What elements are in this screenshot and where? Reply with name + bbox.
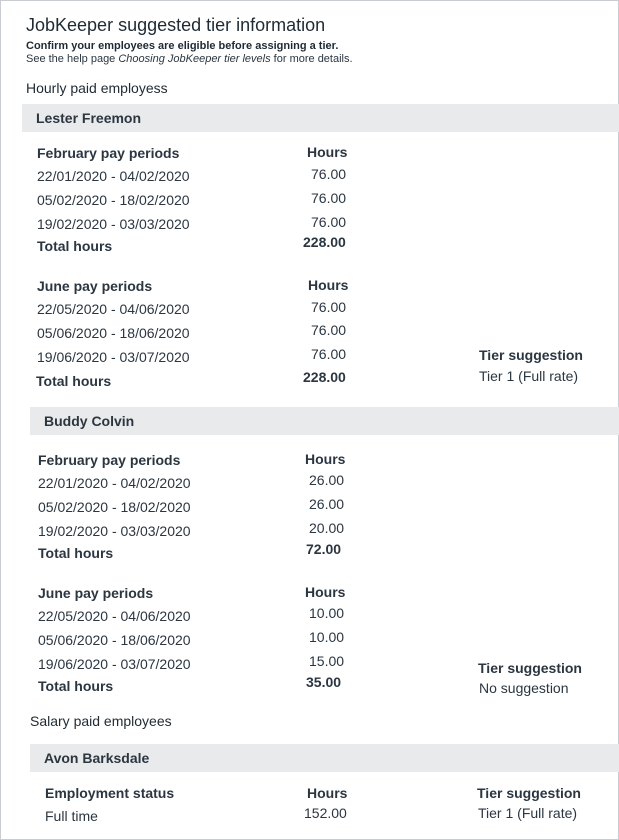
- employee-header-buddy: [30, 407, 619, 435]
- employee-name: Buddy Colvin: [44, 413, 135, 429]
- feb-hours-label: Hours: [307, 144, 348, 160]
- total-hours-label: Total hours: [37, 238, 113, 254]
- salary-section-title: Salary paid employees: [30, 713, 172, 729]
- period-hours: 26.00: [309, 472, 345, 488]
- period-hours: 76.00: [311, 214, 347, 230]
- pay-period: 19/02/2020 - 03/03/2020: [38, 523, 191, 539]
- period-hours: 26.00: [309, 496, 345, 512]
- tier-suggestion-label: Tier suggestion: [478, 660, 582, 676]
- jun-hours-label: Hours: [305, 584, 346, 600]
- employee-header-lester: [22, 104, 619, 132]
- total-hours-label: Total hours: [38, 545, 114, 561]
- tier-suggestion-label: Tier suggestion: [477, 785, 581, 801]
- total-hours-value: 228.00: [303, 369, 346, 385]
- total-hours-label: Total hours: [38, 678, 114, 694]
- pay-period: 19/02/2020 - 03/03/2020: [37, 216, 190, 232]
- period-hours: 76.00: [311, 346, 347, 362]
- employment-status-value: Full time: [45, 808, 98, 824]
- pay-period: 22/01/2020 - 04/02/2020: [37, 168, 190, 184]
- tier-suggestion-label: Tier suggestion: [479, 347, 583, 363]
- jun-hours-label: Hours: [308, 277, 349, 293]
- period-hours: 76.00: [311, 190, 347, 206]
- jun-periods-label: June pay periods: [37, 278, 153, 294]
- employment-status-label: Employment status: [45, 785, 175, 801]
- period-hours: 10.00: [309, 605, 345, 621]
- confirm-note: Confirm your employees are eligible before assigning a tier.: [26, 40, 339, 52]
- total-hours-value: 35.00: [306, 674, 342, 690]
- pay-period: 05/02/2020 - 18/02/2020: [37, 192, 190, 208]
- pay-period: 22/01/2020 - 04/02/2020: [38, 475, 191, 491]
- pay-period: 05/02/2020 - 18/02/2020: [38, 499, 191, 515]
- pay-period: 19/06/2020 - 03/07/2020: [38, 656, 191, 672]
- period-hours: 76.00: [311, 166, 347, 182]
- employee-name: Lester Freemon: [36, 110, 142, 126]
- pay-period: 22/05/2020 - 04/06/2020: [38, 608, 191, 624]
- total-hours-value: 72.00: [306, 541, 342, 557]
- feb-hours-label: Hours: [305, 451, 346, 467]
- salary-hours-value: 152.00: [304, 805, 347, 821]
- tier-suggestion-value: Tier 1 (Full rate): [478, 805, 578, 821]
- help-page-link[interactable]: Choosing JobKeeper tier levels: [118, 53, 271, 65]
- period-hours: 76.00: [311, 299, 347, 315]
- jun-periods-label: June pay periods: [38, 585, 154, 601]
- help-note: [26, 53, 353, 65]
- period-hours: 76.00: [311, 322, 347, 338]
- period-hours: 15.00: [309, 653, 345, 669]
- tier-suggestion-value: No suggestion: [479, 680, 569, 696]
- period-hours: 20.00: [309, 520, 345, 536]
- pay-period: 22/05/2020 - 04/06/2020: [37, 301, 190, 317]
- pay-period: 05/06/2020 - 18/06/2020: [38, 632, 191, 648]
- tier-suggestion-value: Tier 1 (Full rate): [479, 368, 579, 384]
- help-suffix: for more details.: [270, 53, 353, 65]
- hourly-section-title: Hourly paid employess: [26, 80, 168, 96]
- feb-periods-label: February pay periods: [38, 452, 181, 468]
- total-hours-label: Total hours: [36, 373, 112, 389]
- total-hours-value: 228.00: [303, 234, 346, 250]
- pay-period: 19/06/2020 - 03/07/2020: [37, 349, 190, 365]
- employee-name: Avon Barksdale: [44, 750, 150, 766]
- help-prefix: See the help page: [26, 53, 119, 65]
- period-hours: 10.00: [309, 629, 345, 645]
- page-title: JobKeeper suggested tier information: [26, 15, 326, 35]
- pay-period: 05/06/2020 - 18/06/2020: [37, 325, 190, 341]
- salary-hours-label: Hours: [307, 785, 348, 801]
- employee-header-avon: [30, 744, 619, 772]
- feb-periods-label: February pay periods: [37, 145, 180, 161]
